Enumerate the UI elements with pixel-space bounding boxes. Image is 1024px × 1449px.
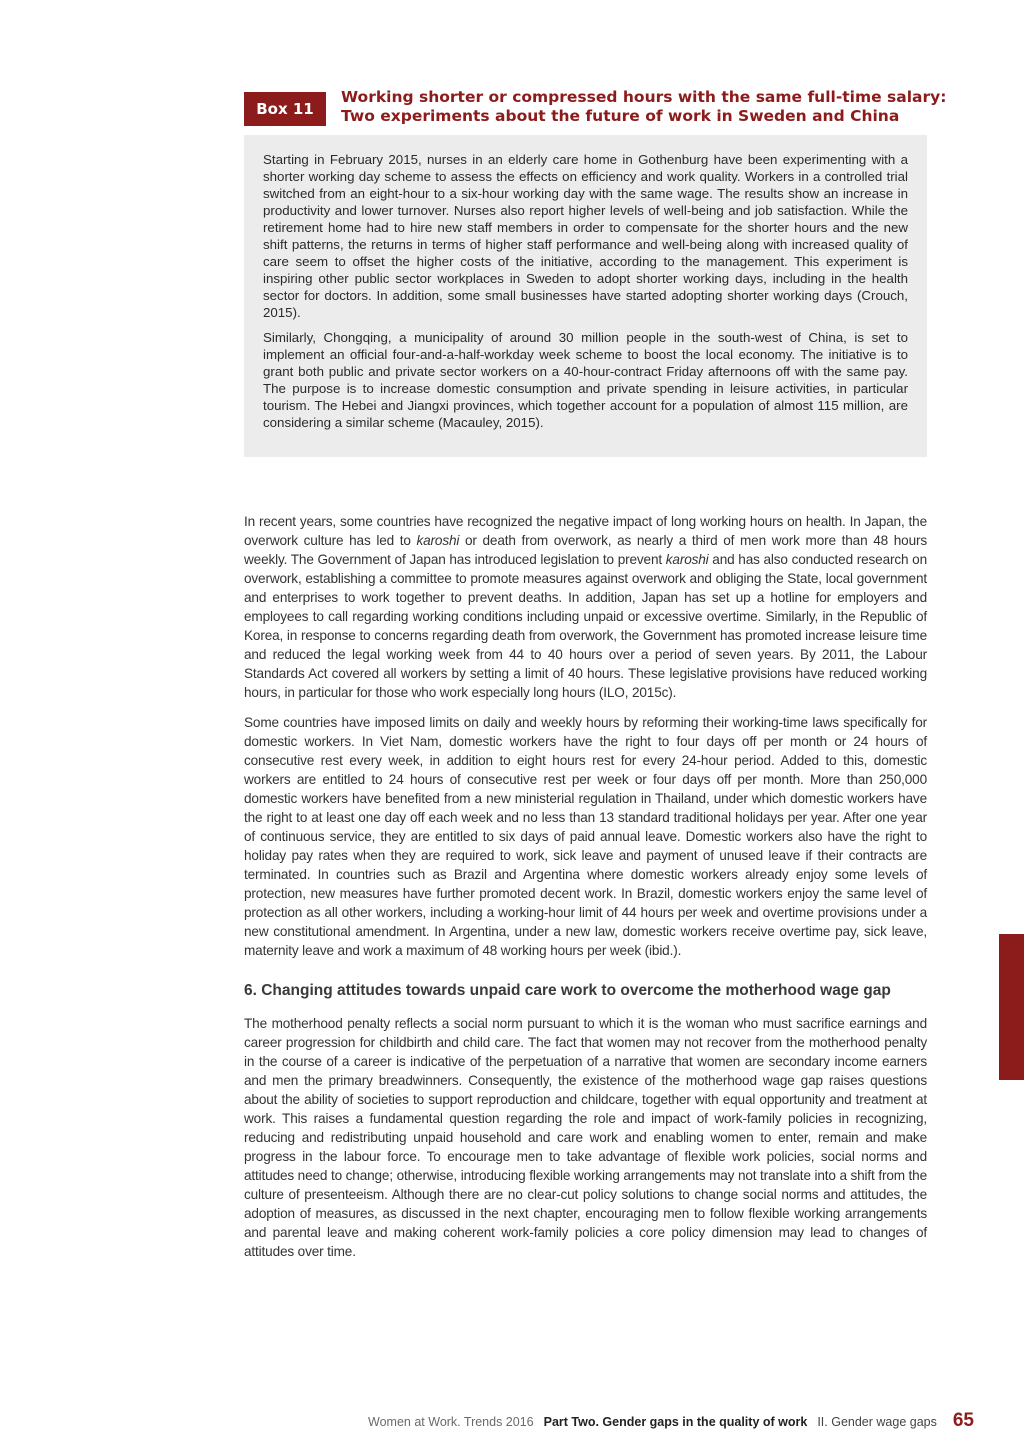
footer-part: Part Two. Gender gaps in the quality of work [543,1415,808,1429]
box-title [341,88,947,126]
box-paragraph: Starting in February 2015, nurses in an elderly care home in Gothenburg have been experimenting with a shorter working day scheme to assess the effects on efficiency and work quality. Workers in a controlled trial switched from an eight-hour to a six-hour working day with the same wage. The results show an increase in productivity and lower turnover. Nurses also report higher levels of well-being and job satisfaction. While the retirement home had to hire new staff members in order to compensate for the shorter hours and the new shift patterns, the returns in terms of higher staff performance and well-being along with increased quality of care seem to offset the higher costs of the initiative, according to the management. This experiment is inspiring other public sector workplaces in Sweden to adopt shorter working days, including in the health sector for doctors. In addition, some small businesses have started adopting shorter working days (Crouch, 2015). [263,152,908,320]
italic-term: karoshi [416,533,460,548]
box-label: Box 11 [244,92,326,126]
footer-chapter: II. Gender wage gaps [817,1415,937,1429]
page-number: 65 [952,1410,974,1431]
body-paragraph: The motherhood penalty reflects a social norm pursuant to which it is the woman who must sacrifice earnings and career progression for childbirth and child care. The fact that women may not recover from the motherhood penalty in the course of a career is indicative of the perpetuation of a narrative that women are secondary income earners and men the primary breadwinners. Consequently, the existence of the motherhood wage gap raises questions about the ability of societies to support reproduction and childcare, together with equal opportunity and treatment at work. This raises a fundamental question regarding the role and impact of work-family policies in recognizing, reducing and redistributing unpaid household and care work and enabling women to enter, remain and make progress in the labour force. To encourage men to take advantage of flexible work policies, social norms and attitudes need to change; otherwise, introducing flexible working arrangements may not translate into a shift from the culture of presenteeism. Although there are no clear-cut policy solutions to change social norms and attitudes, the adoption of measures, as discussed in the next chapter, encouraging men to follow flexible working arrangements and parental leave and making coherent work-family policies a core policy dimension may lead to changes of attitudes over time. [244,1016,927,1259]
chapter-side-tab [999,934,1024,1080]
text-run: and has also conducted research on overwork, establishing a committee to promote measures against overwork and obliging the State, local government and enterprises to work together to prevent deaths. In addition, Japan has set up a hotline for employers and employees to call regarding working conditions including unpaid or excessive overtime. Similarly, in the Republic of Korea, in response to concerns regarding death from overwork, the Government has promoted increase leisure time and reduced the legal working week from 44 to 40 hours over a period of seven years. By 2011, the Labour Standards Act covered all workers by setting a limit of 40 hours. These legislative provisions have reduced working hours, in particular for those who work especially long hours (ILO, 2015c). [244,552,928,700]
body-paragraph [244,512,927,702]
page-footer [368,1410,974,1436]
box-paragraph: Similarly, Chongqing, a municipality of around 30 million people in the south-west of China, is set to implement an official four-and-a-half-workday week scheme to boost the local economy. The initiative is to grant both public and private sector workers on a 40-hour-contract Friday afternoons off with the same pay. The purpose is to increase domestic consumption and private spending in leisure activities, in particular tourism. The Hebei and Jiangxi provinces, which together account for a population of almost 115 million, are considering a similar scheme (Macauley, 2015). [263,330,908,430]
box-title-line2: Two experiments about the future of work in Sweden and China [341,107,900,125]
box-title-line1: Working shorter or compressed hours with the same full-time salary: [341,88,947,106]
main-text [244,512,927,1272]
text-run: or death from overwork, as nearly a third of men work more than 48 hours weekly. The Government of Japan has introduced legislation to prevent [244,533,928,567]
box-header [244,88,947,132]
footer-publication: Women at Work. Trends 2016 [368,1415,534,1429]
italic-term: karoshi [665,552,709,567]
text-run: In recent years, some countries have recognized the negative impact of long working hours on health. In Japan, the overwork culture has led to [244,514,927,548]
body-paragraph: Some countries have imposed limits on daily and weekly hours by reforming their working-time laws specifically for domestic workers. In Viet Nam, domestic workers have the right to four days off per month or 24 hours of consecutive rest every week, in addition to eight hours rest for every 24-hour period. Added to this, domestic workers are entitled to 24 hours of consecutive rest per week or four days off per month. More than 250,000 domestic workers have benefited from a new ministerial regulation in Thailand, under which domestic workers have the right to at least one day off each week and no less than 13 standard traditional holidays per year. After one year of continuous service, they are entitled to six days of paid annual leave. Domestic workers also have the right to holiday pay rates when they are required to work, sick leave and payment of unused leave if their contracts are terminated. In countries such as Brazil and Argentina where domestic workers already enjoy some levels of protection, new measures have further promoted decent work. In Brazil, domestic workers enjoy the same level of protection as all other workers, including a working-hour limit of 44 hours per week and overtime provisions under a new constitutional amendment. In Argentina, under a new law, domestic workers receive overtime pay, sick leave, maternity leave and work a maximum of 48 working hours per week (ibid.). [244,715,927,958]
section-heading: 6. Changing attitudes towards unpaid care work to overcome the motherhood wage gap [244,982,891,999]
box-body [244,135,927,457]
